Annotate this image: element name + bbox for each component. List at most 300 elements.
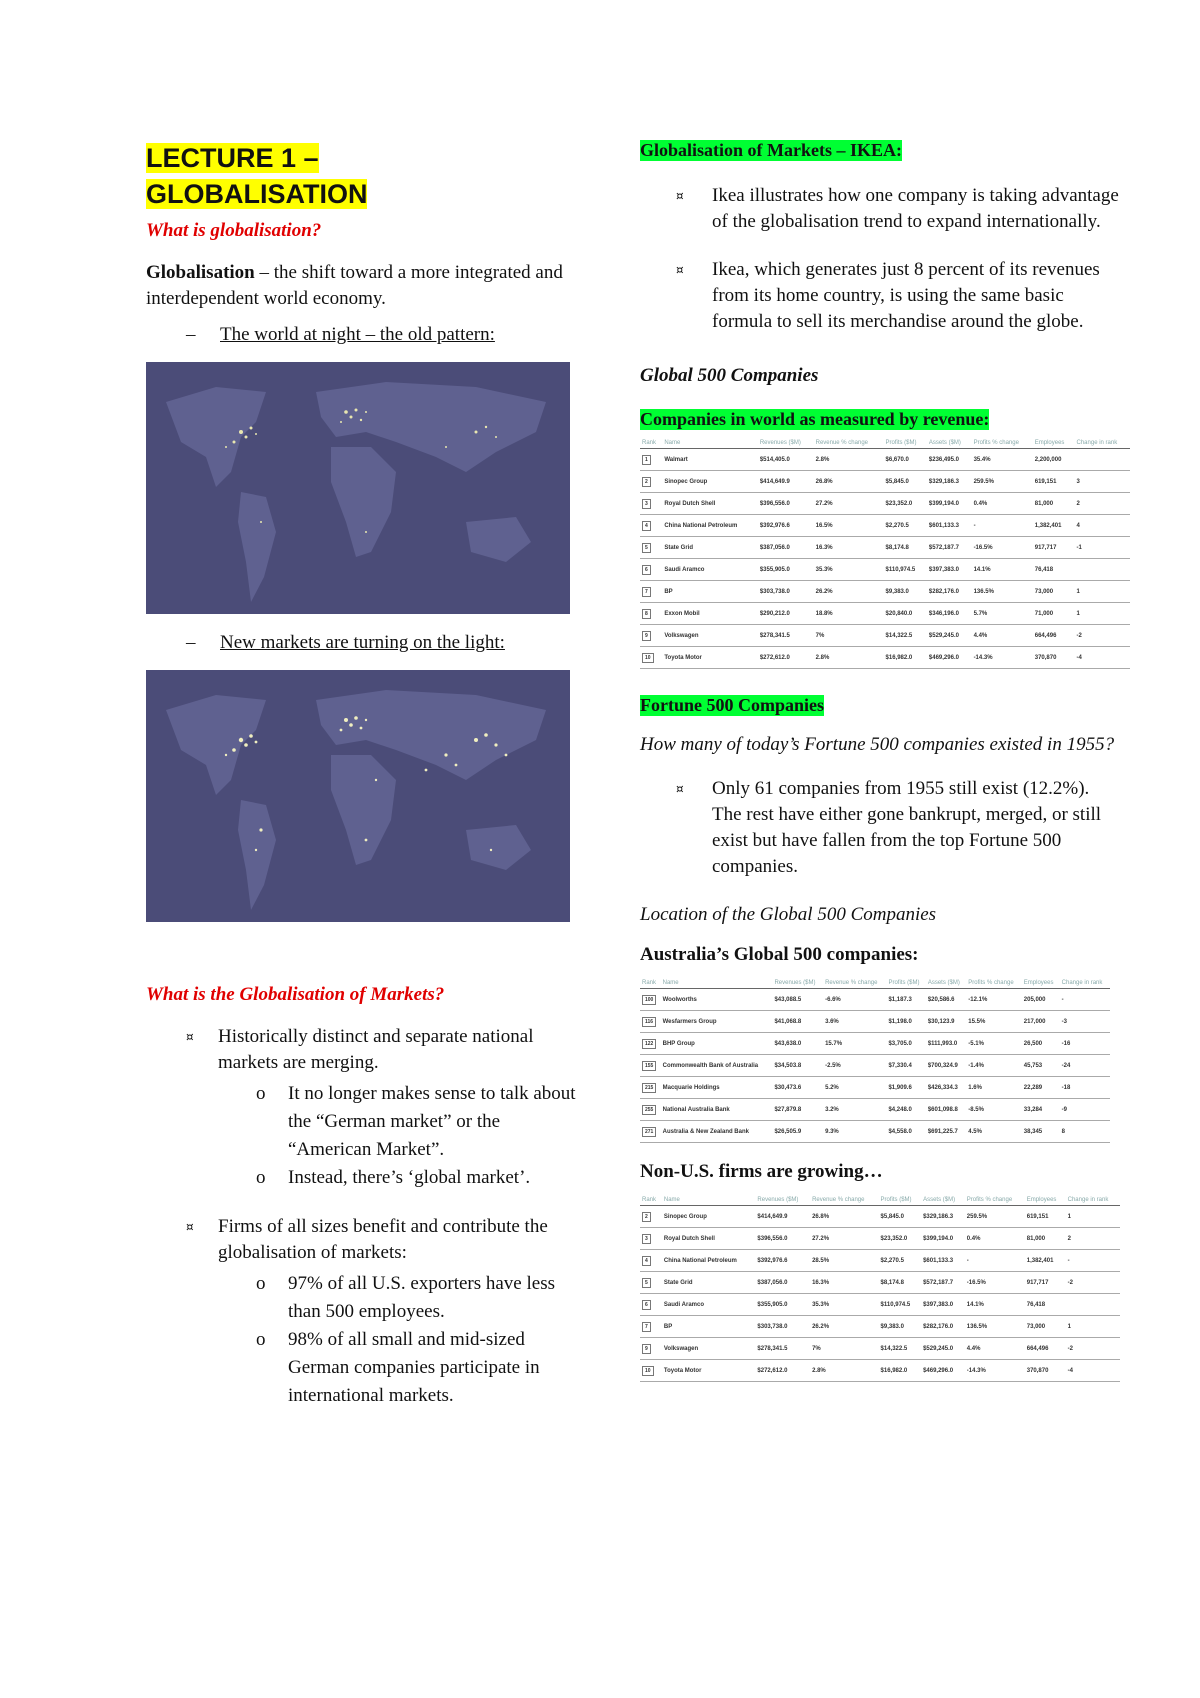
table-cell: Volkswagen (662, 625, 757, 647)
bullet-firms-benefit (146, 1214, 576, 1410)
table-cell: 1 (640, 449, 662, 471)
table-cell: 3.2% (823, 1099, 886, 1121)
table-cell: 4 (1075, 515, 1130, 537)
table-cell: 2 (1075, 493, 1130, 515)
table-cell: $14,322.5 (884, 625, 927, 647)
table-cell: $43,088.5 (772, 989, 823, 1011)
ikea-heading: Globalisation of Markets – IKEA: (640, 140, 903, 160)
circle-bullet-icon: o (256, 1083, 266, 1104)
table-cell: -6.6% (823, 989, 886, 1011)
sub-bullet-text: 97% of all U.S. exporters have less than 500 employees. (288, 1273, 555, 1322)
table-cell: -8.5% (966, 1099, 1022, 1121)
dash-text-old: The world at night – the old pattern: (220, 324, 495, 345)
table-cell: -14.3% (972, 647, 1033, 669)
table-row (640, 989, 1110, 1011)
table-cell: 100 (640, 989, 661, 1011)
table-cell: 5.2% (823, 1077, 886, 1099)
table-cell: 271 (640, 1121, 661, 1143)
table-cell: Toyota Motor (662, 647, 757, 669)
table-cell: -4 (1066, 1360, 1120, 1382)
table-cell: 45,753 (1022, 1055, 1060, 1077)
table-cell: 35.3% (810, 1294, 878, 1316)
table-cell: 4.4% (972, 625, 1033, 647)
table-cell: 217,000 (1022, 1011, 1060, 1033)
bullet-icon: ¤ (676, 263, 684, 277)
table-cell: 215 (640, 1077, 661, 1099)
table-cell: $4,558.0 (886, 1121, 925, 1143)
table-cell: - (1066, 1250, 1120, 1272)
table-cell: $23,352.0 (884, 493, 927, 515)
lecture-title (146, 140, 576, 212)
bullet-icon: ¤ (186, 1030, 194, 1044)
table-cell: 136.5% (965, 1316, 1025, 1338)
table-cell: $16,982.0 (879, 1360, 922, 1382)
table-cell (1075, 559, 1130, 581)
table-cell: $2,270.5 (884, 515, 927, 537)
table-cell: $469,296.0 (921, 1360, 965, 1382)
table-cell: 18.8% (814, 603, 884, 625)
table-cell: 7 (640, 1316, 662, 1338)
bullet-text: Historically distinct and separate national markets are merging. (218, 1026, 534, 1073)
table-cell: Walmart (662, 449, 757, 471)
table-cell: 1,382,401 (1033, 515, 1075, 537)
world-at-night-map-old (146, 362, 570, 614)
ikea-bullet-list (640, 183, 1120, 335)
table-cell: -2 (1075, 625, 1130, 647)
table-cell: $5,845.0 (879, 1206, 922, 1228)
table-cell: -12.1% (966, 989, 1022, 1011)
table-cell: 35.3% (814, 559, 884, 581)
table-cell: 2,200,000 (1033, 449, 1075, 471)
table-cell: $34,503.8 (772, 1055, 823, 1077)
circle-bullet-icon: o (256, 1273, 266, 1294)
sub-list (218, 1270, 576, 1410)
definition-paragraph (146, 260, 576, 312)
table-cell: $392,976.6 (758, 515, 814, 537)
table-cell: 27.2% (814, 493, 884, 515)
table-cell: National Australia Bank (661, 1099, 773, 1121)
table-cell: $30,123.9 (926, 1011, 966, 1033)
table-cell: 1,382,401 (1025, 1250, 1066, 1272)
table-cell: 76,418 (1025, 1294, 1066, 1316)
table-cell: 8 (1060, 1121, 1110, 1143)
table-cell: 7% (810, 1338, 878, 1360)
table-cell: $9,383.0 (884, 581, 927, 603)
table-row (640, 471, 1130, 493)
table-cell: China National Petroleum (662, 1250, 756, 1272)
table-cell: 259.5% (972, 471, 1033, 493)
table-cell: $397,383.0 (921, 1294, 965, 1316)
title-line-1: LECTURE 1 – (146, 143, 319, 173)
table-cell: Sinopec Group (662, 471, 757, 493)
table-cell: 26,500 (1022, 1033, 1060, 1055)
table-cell: $414,649.9 (755, 1206, 810, 1228)
bullet-text: Only 61 companies from 1955 still exist (12.2%). The rest have either gone bankrupt, merged, or still exist but have fallen from the top Fortune 500 companies. (712, 778, 1102, 877)
bullet-markets-merging (146, 1024, 576, 1192)
table-cell: 3.6% (823, 1011, 886, 1033)
table-cell: Volkswagen (662, 1338, 756, 1360)
dash-text-new: New markets are turning on the light: (220, 632, 505, 653)
table-cell: $282,176.0 (927, 581, 972, 603)
table-cell: $110,974.5 (879, 1294, 922, 1316)
table-cell: 136.5% (972, 581, 1033, 603)
table-row (640, 537, 1130, 559)
table-cell: $469,296.0 (927, 647, 972, 669)
table-cell: 16.3% (810, 1272, 878, 1294)
table-cell: 14.1% (972, 559, 1033, 581)
table-cell: 4 (640, 515, 662, 537)
global-500-table: Rank Name Revenues ($M) Revenue % change Profits ($M) Assets ($M) Profits % change Employees Change in rank 1 Walmart $514,405.0 2.8% $6,670.0 $236,495.0 35.4% 2,200,000 2 Sinopec Group $414,649.9 26.8% $5,845.0 $329,186.3 259.5% 619,151 3 3 Royal Dutch Shell $396,556.0 27.2% $23,352.0 $399,194.0 0.4% 81,000 2 4 China National Petroleum $392,976.6 16.5% $2,270.5 $601,133.3 - 1,382,401 4 5 State Grid $387,056.0 16.3% $8,174.8 $572,187.7 -16.5% 917,717 -1 6 Saudi Aramco $355,905.0 35.3% $110,974.5 $397,383.0 14.1% 76,418 7 BP $303,738.0 26.2% $9,383.0 $282,176.0 136.5% 73,000 1 8 Exxon Mobil $290,212.0 18.8% $20,840.0 $346,196.0 5.7% 71,000 1 9 Volkswagen $278,341.5 7% $14,322.5 $529,245.0 4.4% 664,496 -2 10 Toyota Motor $272,612.0 2.8% $16,982.0 $469,296.0 -14.3% 370,870 -4 (640, 438, 1130, 669)
non-us-table-body (640, 1206, 1120, 1382)
table-cell: $399,194.0 (927, 493, 972, 515)
table-row (640, 625, 1130, 647)
table-cell: 8 (640, 603, 662, 625)
definition-term: Globalisation (146, 262, 255, 283)
table-cell: 6 (640, 559, 662, 581)
sub-bullet (216, 1080, 576, 1164)
table-row (640, 1077, 1110, 1099)
table-cell: Woolworths (661, 989, 773, 1011)
table-cell: $572,187.7 (927, 537, 972, 559)
table-row (640, 1316, 1120, 1338)
table-cell: $16,982.0 (884, 647, 927, 669)
table-cell: 6 (640, 1294, 662, 1316)
table-cell: $41,068.8 (772, 1011, 823, 1033)
table-cell: 664,496 (1033, 625, 1075, 647)
table-cell: $27,879.8 (772, 1099, 823, 1121)
table-cell: $414,649.9 (758, 471, 814, 493)
table-cell: 1 (1075, 603, 1130, 625)
bullet-text: Ikea, which generates just 8 percent of its revenues from its home country, is using the same basic formula to sell its merchandise around the globe. (712, 259, 1100, 332)
table-cell: 9.3% (823, 1121, 886, 1143)
table-cell: $346,196.0 (927, 603, 972, 625)
table-cell: 2.8% (814, 647, 884, 669)
table-cell: 9 (640, 1338, 662, 1360)
table-cell: - (972, 515, 1033, 537)
table-cell: -16.5% (965, 1272, 1025, 1294)
table-row (640, 559, 1130, 581)
table-cell: $396,556.0 (758, 493, 814, 515)
table-row (640, 1294, 1120, 1316)
table-cell: 2.8% (810, 1360, 878, 1382)
table-row (640, 1033, 1110, 1055)
table-row (640, 515, 1130, 537)
table-row (640, 1228, 1120, 1250)
sub-bullet-text: It no longer makes sense to talk about the “German market” or the “American Market”. (288, 1083, 576, 1160)
table-cell: $3,705.0 (886, 1033, 925, 1055)
table-cell: $329,186.3 (921, 1206, 965, 1228)
table-cell: $529,245.0 (921, 1338, 965, 1360)
table-cell: $111,993.0 (926, 1033, 966, 1055)
table-cell: 1 (1075, 581, 1130, 603)
table-cell: 5.7% (972, 603, 1033, 625)
table-cell: $329,186.3 (927, 471, 972, 493)
table-cell: 15.7% (823, 1033, 886, 1055)
table-cell: Royal Dutch Shell (662, 1228, 756, 1250)
table-cell: 259.5% (965, 1206, 1025, 1228)
table-cell: $2,270.5 (879, 1250, 922, 1272)
table-cell: $1,187.3 (886, 989, 925, 1011)
table-cell: 619,151 (1033, 471, 1075, 493)
table-cell: 2 (640, 471, 662, 493)
table-cell: 16.3% (814, 537, 884, 559)
table-cell: 370,870 (1033, 647, 1075, 669)
table-cell: 14.1% (965, 1294, 1025, 1316)
table-cell: $399,194.0 (921, 1228, 965, 1250)
table-cell: -18 (1060, 1077, 1110, 1099)
table-row (640, 449, 1130, 471)
table-cell: $9,383.0 (879, 1316, 922, 1338)
table-row (640, 1250, 1120, 1272)
sub-list (218, 1080, 576, 1192)
table-row (640, 1055, 1110, 1077)
table-cell: $601,098.8 (926, 1099, 966, 1121)
table-cell: 7 (640, 581, 662, 603)
table-cell: Australia & New Zealand Bank (661, 1121, 773, 1143)
question-globalisation-of-markets: What is the Globalisation of Markets? (146, 984, 445, 1005)
table-cell: $26,505.9 (772, 1121, 823, 1143)
table-cell: Sinopec Group (662, 1206, 756, 1228)
table-cell: $23,352.0 (879, 1228, 922, 1250)
table-cell: 3 (640, 1228, 662, 1250)
table-cell: Toyota Motor (662, 1360, 756, 1382)
table-cell: Saudi Aramco (662, 1294, 756, 1316)
table-cell: 5 (640, 537, 662, 559)
table-cell: 38,345 (1022, 1121, 1060, 1143)
fortune-question: How many of today’s Fortune 500 companies existed in 1955? (640, 734, 1115, 755)
table-cell: -3 (1060, 1011, 1110, 1033)
table-row (640, 493, 1130, 515)
table-cell: Saudi Aramco (662, 559, 757, 581)
sub-bullet (216, 1270, 576, 1326)
table-cell: $1,909.6 (886, 1077, 925, 1099)
table-cell: 15.5% (966, 1011, 1022, 1033)
table-cell: $426,334.3 (926, 1077, 966, 1099)
table-cell: -9 (1060, 1099, 1110, 1121)
table-cell: -2 (1066, 1338, 1120, 1360)
table-cell: $303,738.0 (758, 581, 814, 603)
table-cell: 76,418 (1033, 559, 1075, 581)
table-cell: 26.8% (814, 471, 884, 493)
table-cell: -14.3% (965, 1360, 1025, 1382)
table-cell: Macquarie Holdings (661, 1077, 773, 1099)
table-cell: 370,870 (1025, 1360, 1066, 1382)
table-cell: 16.5% (814, 515, 884, 537)
table-row (640, 1121, 1110, 1143)
non-us-heading: Non-U.S. firms are growing… (640, 1161, 883, 1182)
australia-table: Rank Name Revenues ($M) Revenue % change Profits ($M) Assets ($M) Profits % change Employees Change in rank 100 Woolworths $43,088.5 -6.6% $1,187.3 $20,586.6 -12.1% 205,000 - 116 Wesfarmers Group $41,068.8 3.6% $1,198.0 $30,123.9 15.5% 217,000 -3 122 BHP Group $43,638.0 15.7% $3,705.0 $111,993.0 -5.1% 26,500 -16 155 Commonwealth Bank of Australia $34,503.8 -2.5% $7,330.4 $700,324.9 -1.4% 45,753 -24 215 Macquarie Holdings $30,473.6 5.2% $1,909.6 $426,334.3 1.6% 22,289 -18 255 National Australia Bank $27,879.8 3.2% $4,248.0 $601,098.8 -8.5% 33,284 -9 271 Australia & New Zealand Bank $26,505.9 9.3% $4,558.0 $691,225.7 4.5% 38,345 8 (640, 978, 1110, 1143)
table-cell: $387,056.0 (758, 537, 814, 559)
table-cell: $514,405.0 (758, 449, 814, 471)
table-cell: 155 (640, 1055, 661, 1077)
table-cell: $601,133.3 (921, 1250, 965, 1272)
table-cell: -1.4% (966, 1055, 1022, 1077)
table-cell: 917,717 (1025, 1272, 1066, 1294)
location-heading: Location of the Global 500 Companies (640, 904, 937, 925)
bullet-text: Firms of all sizes benefit and contribute the globalisation of markets: (218, 1216, 548, 1263)
table-cell: Wesfarmers Group (661, 1011, 773, 1033)
table-cell: $392,976.6 (755, 1250, 810, 1272)
global-500-heading: Global 500 Companies (640, 365, 819, 386)
left-column (146, 140, 576, 1432)
dash-item-new-markets: – New markets are turning on the light: (186, 632, 505, 653)
table-cell: 73,000 (1033, 581, 1075, 603)
table-cell: $20,840.0 (884, 603, 927, 625)
table-cell: 4.4% (965, 1338, 1025, 1360)
table-cell: -16.5% (972, 537, 1033, 559)
world-at-night-map-new (146, 670, 570, 922)
table-cell: 664,496 (1025, 1338, 1066, 1360)
table-row (640, 603, 1130, 625)
table-row (640, 1272, 1120, 1294)
table-row (640, 647, 1130, 669)
table-cell: -16 (1060, 1033, 1110, 1055)
table-cell: $6,670.0 (884, 449, 927, 471)
table-cell: 2 (640, 1206, 662, 1228)
table-cell: -1 (1075, 537, 1130, 559)
australia-table-body (640, 989, 1110, 1143)
table-cell: 26.8% (810, 1206, 878, 1228)
table-row (640, 581, 1130, 603)
table-cell: $278,341.5 (755, 1338, 810, 1360)
table-cell: 73,000 (1025, 1316, 1066, 1338)
table-cell: $1,198.0 (886, 1011, 925, 1033)
table-cell: $5,845.0 (884, 471, 927, 493)
circle-bullet-icon: o (256, 1329, 266, 1350)
table-cell: $700,324.9 (926, 1055, 966, 1077)
table-cell: 4.5% (966, 1121, 1022, 1143)
bullet-icon: ¤ (186, 1220, 194, 1234)
table-row (640, 1099, 1110, 1121)
bullet-text: Ikea illustrates how one company is taking advantage of the globalisation trend to expand internationally. (712, 185, 1119, 232)
table-row (640, 1206, 1120, 1228)
ikea-bullet-2 (640, 257, 1120, 335)
table-cell: Commonwealth Bank of Australia (661, 1055, 773, 1077)
table-cell: 3 (640, 493, 662, 515)
global-500-table-body (640, 449, 1130, 669)
table-cell: $691,225.7 (926, 1121, 966, 1143)
table-cell: $272,612.0 (758, 647, 814, 669)
table-cell: -2.5% (823, 1055, 886, 1077)
table-cell: $278,341.5 (758, 625, 814, 647)
table-cell: 71,000 (1033, 603, 1075, 625)
table-cell: 5 (640, 1272, 662, 1294)
table-cell: 10 (640, 647, 662, 669)
table-cell: - (1060, 989, 1110, 1011)
table-cell: 35.4% (972, 449, 1033, 471)
table-cell: $601,133.3 (927, 515, 972, 537)
table-cell: $387,056.0 (755, 1272, 810, 1294)
table-cell: 122 (640, 1033, 661, 1055)
table-cell: 27.2% (810, 1228, 878, 1250)
table-row (640, 1360, 1120, 1382)
table-cell: 1.6% (966, 1077, 1022, 1099)
table-cell: $43,638.0 (772, 1033, 823, 1055)
table-cell: 7% (814, 625, 884, 647)
ikea-bullet-1 (640, 183, 1120, 235)
bullet-icon: ¤ (676, 782, 684, 796)
sub-bullet-text: Instead, there’s ‘global market’. (288, 1167, 531, 1188)
table-cell: 4 (640, 1250, 662, 1272)
table-cell: $282,176.0 (921, 1316, 965, 1338)
table-row (640, 1011, 1110, 1033)
table-cell: Exxon Mobil (662, 603, 757, 625)
sub-bullet (216, 1164, 576, 1192)
table-cell: $110,974.5 (884, 559, 927, 581)
table-cell: $290,212.0 (758, 603, 814, 625)
title-line-2: GLOBALISATION (146, 179, 368, 209)
circle-bullet-icon: o (256, 1167, 266, 1188)
right-column (640, 140, 1120, 1382)
definition-text: – the shift toward a more integrated and interdependent world economy. (146, 262, 563, 309)
table-cell: 2.8% (814, 449, 884, 471)
table-cell: - (965, 1250, 1025, 1272)
table-cell: $303,738.0 (755, 1316, 810, 1338)
table-cell: $8,174.8 (879, 1272, 922, 1294)
table-cell: $236,495.0 (927, 449, 972, 471)
fortune-bullet-list (640, 776, 1120, 880)
table-cell: 205,000 (1022, 989, 1060, 1011)
table-cell: BHP Group (661, 1033, 773, 1055)
sub-bullet-text: 98% of all small and mid-sized German companies participate in international markets. (288, 1329, 540, 1406)
fortune-500-heading: Fortune 500 Companies (640, 695, 824, 715)
dash-item-old-pattern: – The world at night – the old pattern: (186, 324, 495, 345)
bullet-icon: ¤ (676, 189, 684, 203)
table-cell: 0.4% (972, 493, 1033, 515)
table-cell: 619,151 (1025, 1206, 1066, 1228)
markets-bullet-list (146, 1024, 576, 1410)
table-cell: 26.2% (810, 1316, 878, 1338)
table-cell: $4,248.0 (886, 1099, 925, 1121)
table-cell: 917,717 (1033, 537, 1075, 559)
table-cell: 255 (640, 1099, 661, 1121)
table-cell: 22,289 (1022, 1077, 1060, 1099)
table-cell: State Grid (662, 537, 757, 559)
table-cell: 33,284 (1022, 1099, 1060, 1121)
table-cell: 0.4% (965, 1228, 1025, 1250)
table-cell: $529,245.0 (927, 625, 972, 647)
table-cell: -4 (1075, 647, 1130, 669)
table-cell (1075, 449, 1130, 471)
table-cell: 81,000 (1033, 493, 1075, 515)
table-cell: 2 (1066, 1228, 1120, 1250)
table-cell: -24 (1060, 1055, 1110, 1077)
table-cell: $14,322.5 (879, 1338, 922, 1360)
table-cell: $8,174.8 (884, 537, 927, 559)
table-cell: State Grid (662, 1272, 756, 1294)
table-cell: $396,556.0 (755, 1228, 810, 1250)
table-cell: BP (662, 1316, 756, 1338)
table-cell: 81,000 (1025, 1228, 1066, 1250)
table-cell: $20,586.6 (926, 989, 966, 1011)
table-cell: $572,187.7 (921, 1272, 965, 1294)
table-cell: 116 (640, 1011, 661, 1033)
table-cell: 28.5% (810, 1250, 878, 1272)
table-cell: $7,330.4 (886, 1055, 925, 1077)
table-cell: 1 (1066, 1316, 1120, 1338)
table-cell: 26.2% (814, 581, 884, 603)
fortune-bullet (640, 776, 1120, 880)
table-cell: Royal Dutch Shell (662, 493, 757, 515)
sub-bullet (216, 1326, 576, 1410)
table-cell: -2 (1066, 1272, 1120, 1294)
table-cell (1066, 1294, 1120, 1316)
table-cell: 9 (640, 625, 662, 647)
table-cell: 10 (640, 1360, 662, 1382)
table-cell: 3 (1075, 471, 1130, 493)
table-row (640, 1338, 1120, 1360)
companies-by-revenue-heading: Companies in world as measured by revenue: (640, 409, 990, 429)
